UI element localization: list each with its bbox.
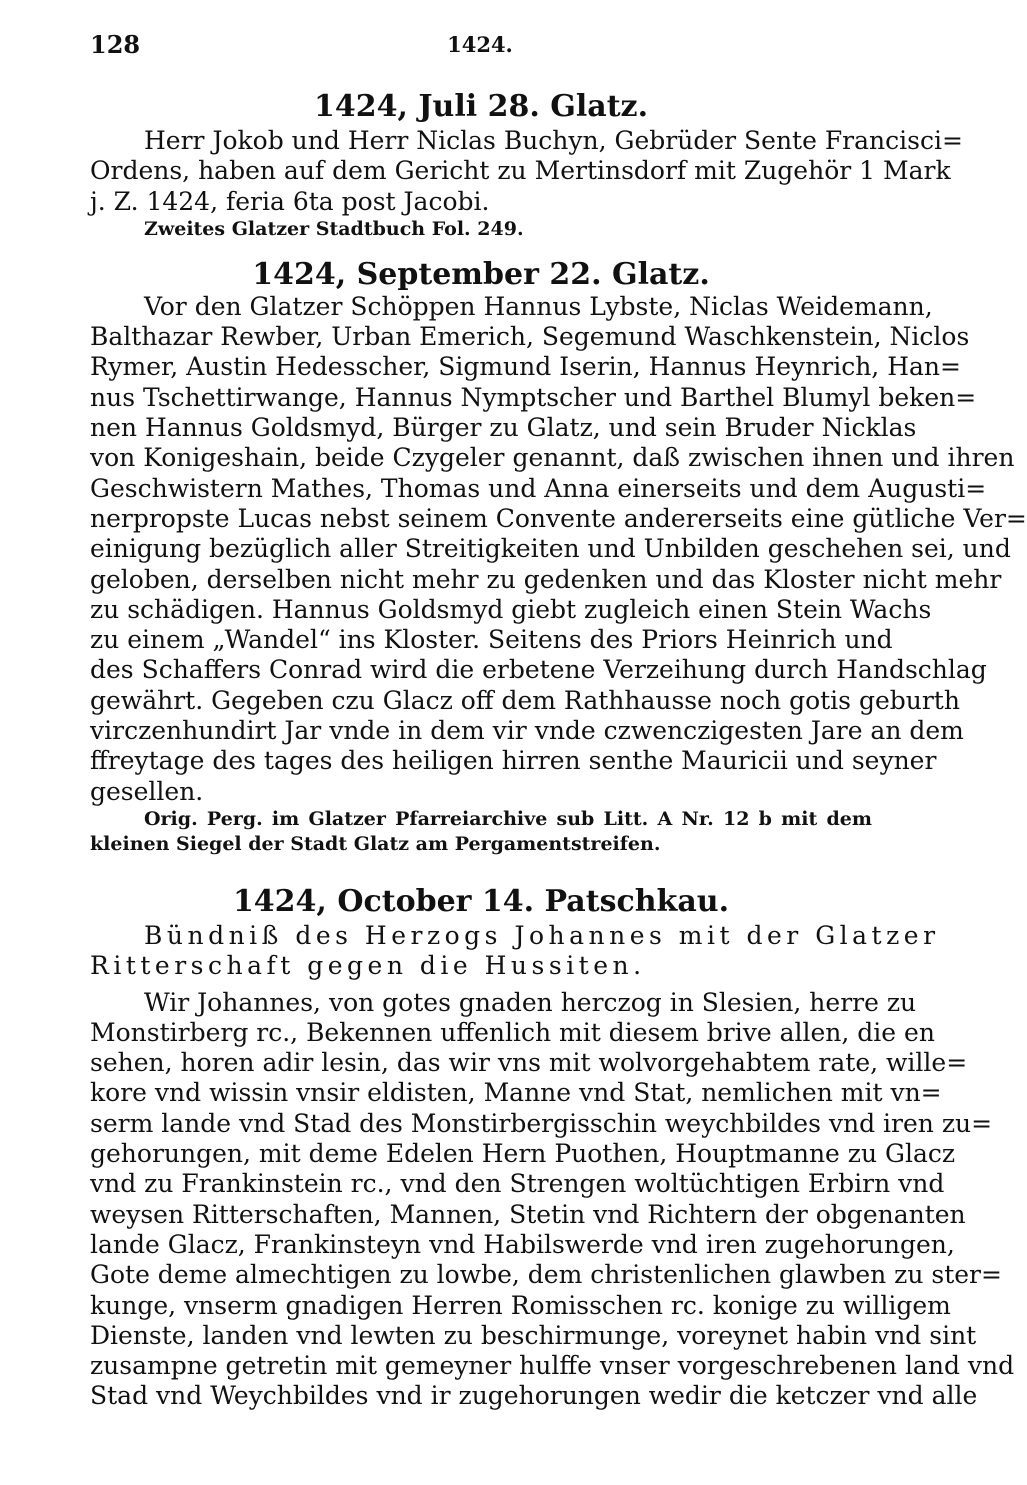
text-line: gehorungen, mit deme Edelen Hern Puothen, Houptmanne zu Glacz [90, 1139, 956, 1169]
text-line: weysen Ritterschaften, Mannen, Stetin vnd Richtern der obgenanten [90, 1199, 966, 1229]
text-line: lande Glacz, Frankinsteyn vnd Habilswerde vnd iren zugehorungen, [90, 1229, 955, 1259]
entry-1424-juli-28 [90, 89, 963, 242]
text-line: geloben, derselben nicht mehr zu gedenken und das Kloster nicht mehr [90, 564, 1002, 594]
text-line: Ordens, haben auf dem Gericht zu Mertinsdorf mit Zugehör 1 Mark [90, 156, 951, 186]
text-line: Dienste, landen vnd lewten zu beschirmunge, voreynet habin vnd sint [90, 1320, 977, 1350]
text-line: kore vnd wissin vnsir eldisten, Manne vnd Stat, nemlichen mit vn= [90, 1078, 942, 1108]
document-title-line: Ritterschaft gegen die Hussiten. [90, 951, 646, 981]
page-body [90, 89, 1027, 1412]
text-line: serm lande vnd Stad des Monstirbergisschin weychbildes vnd iren zu= [90, 1108, 993, 1138]
source-note: kleinen Siegel der Stadt Glatz am Pergamentstreifen. [90, 832, 661, 855]
text-line: von Konigeshain, beide Czygeler genannt, daß zwischen ihnen und ihren [90, 443, 1015, 473]
text-line: Stad vnd Weychbildes vnd ir zugehorungen wedir die ketczer vnd alle [90, 1381, 978, 1411]
text-line: nerpropste Lucas nebst seinem Convente andererseits eine gütliche Ver= [90, 503, 1027, 533]
text-line: sehen, horen adir lesin, das wir vns mit wolvorgehabtem rate, wille= [90, 1048, 968, 1078]
text-line: Rymer, Austin Hedesscher, Sigmund Iserin, Hannus Heynrich, Han= [90, 352, 961, 382]
text-line: gewährt. Gegeben czu Glacz off dem Rathhausse noch gotis geburth [90, 685, 960, 715]
text-line: zusampne getretin mit gemeyner hulffe vnser vorgeschrebenen land vnd [90, 1351, 1015, 1381]
page-number: 128 [90, 30, 141, 59]
text-line: einigung bezüglich aller Streitigkeiten und Unbilden geschehen sei, und [90, 534, 1011, 564]
source-note: Zweites Glatzer Stadtbuch Fol. 249. [144, 217, 524, 240]
text-line: nen Hannus Goldsmyd, Bürger zu Glatz, und sein Bruder Nicklas [90, 413, 917, 443]
text-line: nus Tschettirwange, Hannus Nymptscher und Barthel Blumyl beken= [90, 382, 977, 412]
text-line: Vor den Glatzer Schöppen Hannus Lybste, Niclas Weidemann, [144, 291, 933, 321]
text-line: ffreytage des tages des heiligen hirren senthe Mauricii und seyner [90, 746, 937, 776]
text-line: Geschwistern Mathes, Thomas und Anna einerseits und dem Augusti= [90, 473, 987, 503]
text-line: kunge, vnserm gnadigen Herren Romisschen rc. konige zu willigem [90, 1290, 951, 1320]
document-title-line: Bündniß des Herzogs Johannes mit der Glatzer [144, 920, 940, 950]
running-year: 1424. [447, 32, 513, 57]
text-line: Monstirberg rc., Bekennen uffenlich mit diesem brive allen, die en [90, 1017, 935, 1047]
text-line: des Schaffers Conrad wird die erbetene Verzeihung durch Handschlag [90, 655, 987, 685]
entry-heading: 1424, September 22. Glatz. [252, 256, 710, 292]
entry-heading: 1424, October 14. Patschkau. [232, 883, 730, 919]
text-line: Herr Jokob und Herr Niclas Buchyn, Gebrüder Sente Francisci= [144, 126, 963, 155]
text-line: j. Z. 1424, feria 6ta post Jacobi. [90, 186, 490, 216]
entry-1424-september-22 [90, 256, 1027, 857]
entry-1424-october-14 [90, 883, 1015, 1412]
source-note: Orig. Perg. im Glatzer Pfarreiarchive sub Litt. A Nr. 12 b mit dem [144, 807, 872, 830]
text-line: gesellen. [90, 776, 204, 806]
text-line: zu einem „Wandel“ ins Kloster. Seitens des Priors Heinrich und [90, 625, 893, 655]
entry-heading: 1424, Juli 28. Glatz. [313, 89, 649, 124]
text-line: Gote deme almechtigen zu lowbe, dem christenlichen glawben zu ster= [90, 1260, 1002, 1290]
text-line: virczenhundirt Jar vnde in dem vir vnde czwenczigesten Jare an dem [90, 716, 964, 746]
text-line: vnd zu Frankinstein rc., vnd den Strengen woltüchtigen Erbirn vnd [90, 1169, 945, 1199]
text-line: Balthazar Rewber, Urban Emerich, Segemund Waschkenstein, Niclos [90, 322, 970, 352]
running-header [90, 30, 870, 70]
text-line: zu schädigen. Hannus Goldsmyd giebt zugleich einen Stein Wachs [90, 594, 932, 624]
text-line: Wir Johannes, von gotes gnaden herczog in Slesien, herre zu [144, 987, 917, 1017]
